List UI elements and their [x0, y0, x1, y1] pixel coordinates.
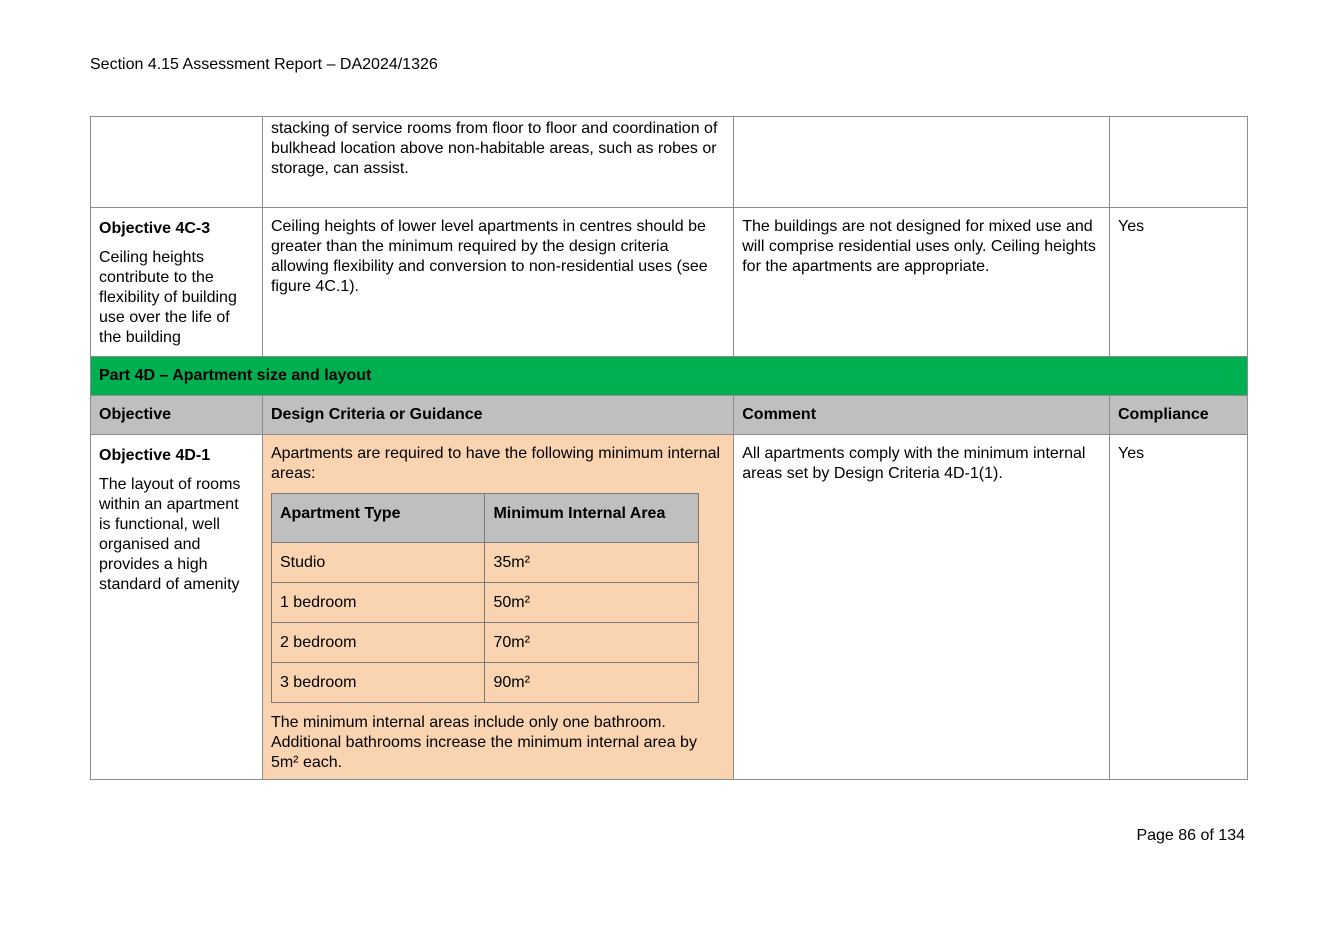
section-header-row — [91, 357, 1248, 396]
column-header-objective: Objective — [91, 396, 263, 435]
column-header-row — [91, 396, 1248, 435]
cell-objective-empty — [91, 117, 263, 208]
comment-text: The buildings are not designed for mixed use and will comprise residential uses only. Ceiling heights for the apartments are appropriate. — [734, 208, 1110, 357]
apartment-type: 1 bedroom — [271, 583, 485, 623]
criteria-text: Ceiling heights of lower level apartments in centres should be greater than the minimum required by the design criteria allowing flexibility and conversion to non-residential uses (see figure 4C.1). — [262, 208, 733, 357]
inner-row — [271, 663, 698, 703]
inner-header-row — [271, 494, 698, 543]
apartment-type: 3 bedroom — [271, 663, 485, 703]
criteria-intro: Apartments are required to have the following minimum internal areas: — [270, 445, 721, 482]
objective-title: Objective 4D-1 — [99, 447, 211, 464]
minimum-area: 50m² — [485, 583, 699, 623]
apartment-type: 2 bedroom — [271, 623, 485, 663]
table-row-continuation — [91, 117, 1248, 208]
column-header-criteria: Design Criteria or Guidance — [262, 396, 733, 435]
page-number: Page 86 of 134 — [1136, 827, 1245, 844]
objective-description: The layout of rooms within an apartment is functional, well organised and provides a high standard of amenity — [99, 476, 241, 593]
criteria-cell-4d1 — [262, 435, 733, 780]
comment-text: All apartments comply with the minimum internal areas set by Design Criteria 4D-1(1). — [734, 435, 1110, 780]
inner-row — [271, 583, 698, 623]
minimum-area: 90m² — [485, 663, 699, 703]
page-header: Section 4.15 Assessment Report – DA2024/1326 — [90, 56, 438, 73]
column-header-comment: Comment — [734, 396, 1110, 435]
objective-cell-4c3 — [91, 208, 263, 357]
continuation-text: stacking of service rooms from floor to floor and coordination of bulkhead location above non-habitable areas, such as robes or storage, can assist. — [262, 117, 733, 208]
objective-title: Objective 4C-3 — [99, 220, 211, 237]
criteria-note: The minimum internal areas include only one bathroom. Additional bathrooms increase the minimum internal area by 5m² each. — [270, 714, 697, 771]
objective-description: Ceiling heights contribute to the flexibility of building use over the life of the building — [99, 249, 237, 346]
cell-comment-empty — [734, 117, 1110, 208]
inner-header-type: Apartment Type — [271, 494, 485, 543]
compliance-text: Yes — [1109, 208, 1247, 357]
assessment-table — [90, 116, 1248, 780]
minimum-area-table — [271, 493, 699, 703]
section-title: Part 4D – Apartment size and layout — [91, 357, 1248, 396]
compliance-text: Yes — [1109, 435, 1247, 780]
inner-row — [271, 623, 698, 663]
inner-header-area: Minimum Internal Area — [485, 494, 699, 543]
column-header-compliance: Compliance — [1109, 396, 1247, 435]
table-row-4d1 — [91, 435, 1248, 780]
inner-row — [271, 543, 698, 583]
table-row-4c3 — [91, 208, 1248, 357]
minimum-area: 70m² — [485, 623, 699, 663]
minimum-area: 35m² — [485, 543, 699, 583]
apartment-type: Studio — [271, 543, 485, 583]
objective-cell-4d1 — [91, 435, 263, 780]
cell-compliance-empty — [1109, 117, 1247, 208]
